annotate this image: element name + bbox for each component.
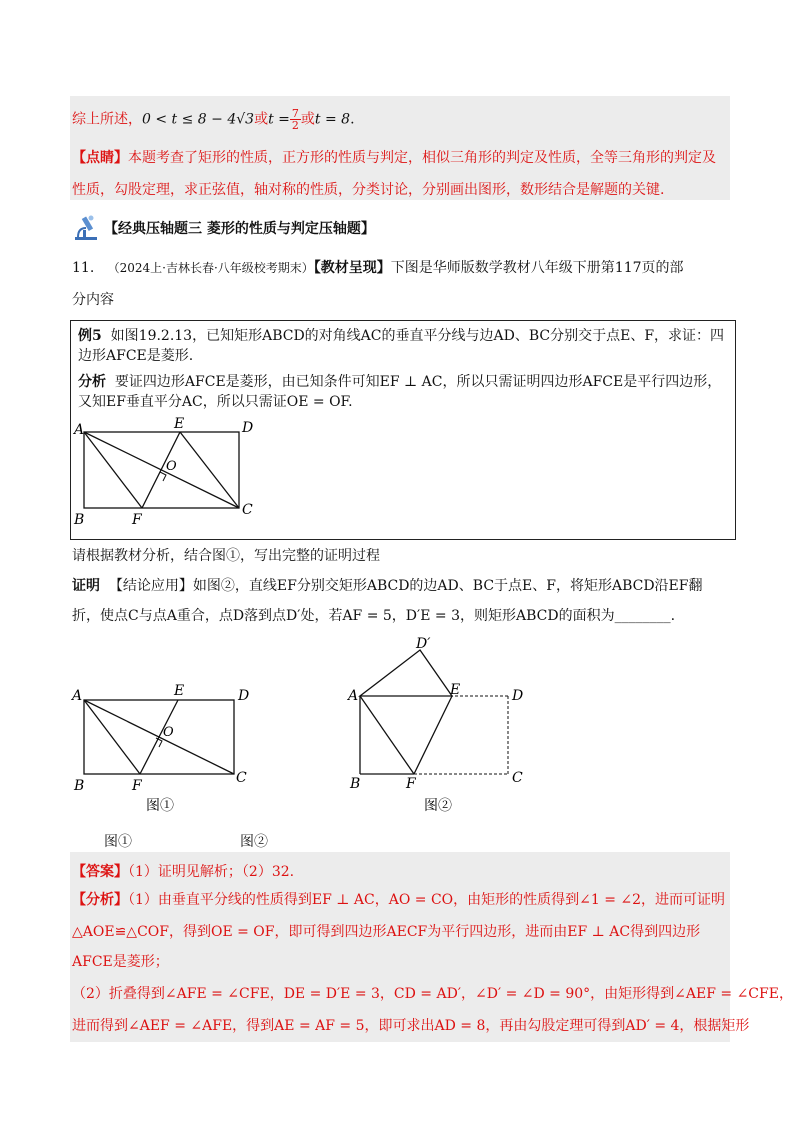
label-d: D [242,420,254,436]
example-line-2: 边形AFCE是菱形. [78,348,194,364]
label-f: F [132,512,142,526]
fig2-label-d: D [512,688,524,704]
analysis-p2-line-2: 进而得到∠AEF = ∠AFE，得到AE = AF = 5，即可求出AD = 8，再由勾股定理可得到AD′ = 4，根据矩形 [72,1018,750,1034]
label-o: O [166,459,177,474]
label-b: B [74,512,85,526]
analysis-p2-line-1: （2）折叠得到∠AFE = ∠CFE，DE = D′E = 3，CD = AD′，∠D′ = ∠D = 90°，由矩形得到∠AEF = ∠CFE， [72,986,793,1002]
label-e: E [174,416,185,432]
fig2-caption: 图② [424,798,452,814]
instruction-line: 请根据教材分析，结合图①，写出完整的证明过程 [72,548,380,564]
fig2-label-b: B [350,776,361,792]
question-line-1: 11. （2024上·吉林长春·八年级校考期末）【教材呈现】下图是华师版数学教材八年级下册第117页的部 [72,260,684,276]
fig2-label-e: E [450,682,461,698]
fraction: $\frac{7}{2}$ [291,107,299,132]
answer-line: 【答案】（1）证明见解析；（2）32. [72,864,295,880]
section-title: 【经典压轴题三 菱形的性质与判定压轴题】 [104,221,375,237]
microscope-icon [72,214,102,242]
fig2-label-a: A [348,688,359,704]
label-c: C [242,502,253,518]
caption-row-2: 图② [240,834,268,850]
fig2-label-dprime: D′ [416,636,431,652]
fig1-caption: 图① [146,798,174,814]
analysis-p1-line-2: △AOE≌△COF，得到OE = OF，即可得到四边形AECF为平行四边形，进而由EF ⊥ AC得到四边形 [72,924,701,940]
question-line-2: 分内容 [72,292,114,308]
dianjing-line-2: 性质，勾股定理，求正弦值，轴对称的性质，分类讨论，分别画出图形，数形结合是解题的关键. [72,182,665,198]
fig1-label-o: O [163,725,174,740]
textbook-figure [70,414,270,526]
fig2-label-f: F [406,776,416,792]
fig1-label-d: D [238,688,250,704]
fig1-label-a: A [72,688,83,704]
application-line-1: 证明 【结论应用】如图②，直线EF分别交矩形ABCD的边AD、BC于点E、F，将矩形ABCD沿EF翻 [72,578,703,594]
analysis-p1-line-3: AFCE是菱形； [72,954,169,970]
figure-1 [70,680,270,820]
fig2-label-c: C [512,770,523,786]
example-line-1: 例5 如图19.2.13，已知矩形ABCD的对角线AC的垂直平分线与边AD、BC分别交于点E、F，求证：四 [78,328,725,344]
label-a: A [74,422,85,438]
figure-2 [340,636,550,820]
fig1-label-b: B [74,778,85,794]
caption-row-1: 图① [104,834,132,850]
analysis-p1-line-1: 【分析】（1）由垂直平分线的性质得到EF ⊥ AC，AO = CO，由矩形的性质得到∠1 = ∠2，进而可证明 [72,892,726,908]
fig1-label-e: E [174,683,185,699]
fig1-label-c: C [236,770,247,786]
summary-line: 综上所述，0 < t ≤ 8 − 4√3或t = $\frac{7}{2}$ 或t = 8. [72,107,355,132]
analysis-line-2: 又知EF垂直平分AC，所以只需证OE = OF. [78,394,353,410]
dianjing-line-1: 【点睛】本题考查了矩形的性质，正方形的性质与判定，相似三角形的判定及性质，全等三角形的判定及 [72,150,716,166]
fig1-label-f: F [132,778,142,794]
analysis-line-1: 分析 要证四边形AFCE是菱形，由已知条件可知EF ⊥ AC，所以只需证明四边形AFCE是平行四边形， [78,374,722,390]
application-line-2: 折，使点C与点A重合，点D落到点D′处，若AF = 5，D′E = 3，则矩形ABCD的面积为________. [72,608,676,624]
